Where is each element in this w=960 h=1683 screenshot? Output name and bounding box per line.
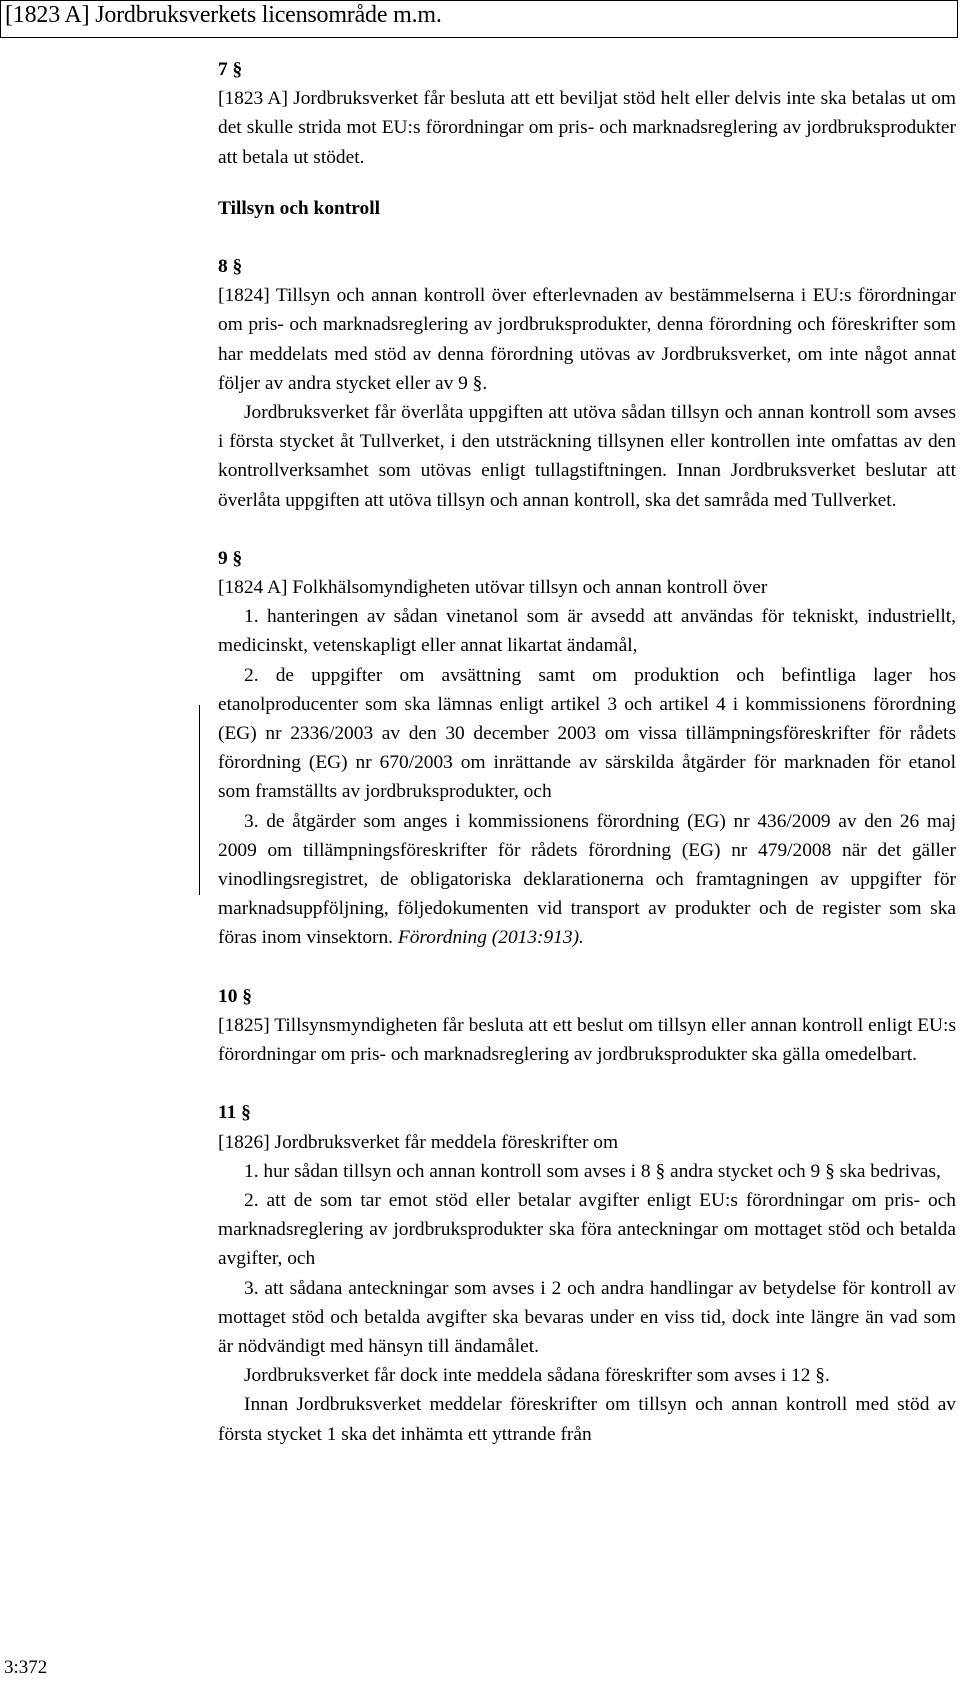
section-8-paragraph-1: [1824] Tillsyn och annan kontroll över efterlevnaden av bestämmelserna i EU:s förordningar om pris- och marknadsreglering av jordbruksprodukter, denna förordning och föreskrifter som har meddelats med stöd av denna förordning utövas av Jordbruksverket, om inte något annat följer av andra stycket eller av 9 §. xyxy=(218,285,956,394)
section-9-amendment: Förordning (2013:913). xyxy=(397,927,584,949)
section-11-item-2: 2. att de som tar emot stöd eller betalar avgifter enligt EU:s förordningar om pris- och marknadsreglering av jordbruksprodukter ska föra anteckningar om mottaget stöd och betalda avgifter, och xyxy=(218,1189,956,1270)
section-7-number: 7 § xyxy=(218,59,243,80)
page-header xyxy=(0,0,958,38)
section-11-paragraph-3: Innan Jordbruksverket meddelar föreskrifter om tillsyn och annan kontroll med stöd av första stycket 1 ska det inhämta ett yttrande från xyxy=(218,1394,956,1445)
section-11-item-1: 1. hur sådan tillsyn och annan kontroll som avses i 8 § andra stycket och 9 § ska bedrivas, xyxy=(244,1160,941,1182)
section-9-item-3-text: 3. de åtgärder som anges i kommissionens förordning (EG) nr 436/2009 av den 26 maj 2009 om tillämpningsföreskrifter för rådets förordning (EG) nr 479/2008 när det gäller vinodlingsregistret, de obligatoriska deklarationerna och framtagningen av uppgifter för marknadsuppföljning, följedokumenten vid transport av produkter och de register som ska föras inom vinsektorn. xyxy=(218,810,956,949)
section-11-intro: [1826] Jordbruksverket får meddela föreskrifter om xyxy=(218,1131,619,1153)
section-9-number: 9 § xyxy=(218,547,243,569)
section-9-intro: [1824 A] Folkhälsomyndigheten utövar tillsyn och annan kontroll över xyxy=(218,577,768,599)
section-8-paragraph-2: Jordbruksverket får överlåta uppgiften att utöva sådan tillsyn och annan kontroll som avses i första stycket åt Tullverket, i den utsträckning tillsynen eller kontrollen inte omfattas av den kontrollverksamhet som utövas enligt tullagstiftningen. Innan Jordbruksverket beslutar att överlåta uppgiften att utöva tillsyn och annan kontroll, ska det samråda med Tullverket. xyxy=(218,402,956,511)
section-11-item-3: 3. att sådana anteckningar som avses i 2 och andra handlingar av betydelse för kontroll av mottaget stöd och betalda avgifter ska bevaras under en viss tid, dock inte längre än vad som är nödvändigt med hänsyn till ändamålet. xyxy=(218,1277,956,1357)
section-11-number: 11 § xyxy=(218,1102,251,1124)
page-number: 3:372 xyxy=(4,1657,48,1678)
document-body xyxy=(218,55,956,1449)
section-9-item-3 xyxy=(218,807,956,953)
change-bar xyxy=(199,705,200,895)
section-8-number: 8 § xyxy=(218,256,243,278)
section-9-item-1: 1. hanteringen av sådan vinetanol som är avsedd att användas för tekniskt, industriellt, medicinskt, vetenskapligt eller annat likartat ändamål, xyxy=(218,606,956,657)
section-11-paragraph-2: Jordbruksverket får dock inte meddela sådana föreskrifter som avses i 12 §. xyxy=(244,1365,830,1387)
header-title: [1823 A] Jordbruksverkets licensområde m.m. xyxy=(5,2,442,28)
section-10-number: 10 § xyxy=(218,985,252,1007)
section-9-item-2: 2. de uppgifter om avsättning samt om produktion och befintliga lager hos etanolproducenter som ska lämnas enligt artikel 3 och artikel 4 i kommissionens förordning (EG) nr 2336/2003 av den 30 december 2003 om vissa tillämpningsföreskrifter för rådets förordning (EG) nr 670/2003 om inrättande av särskilda åtgärder för marknaden för etanol som framställts av jordbruksprodukter, och xyxy=(218,664,956,803)
section-10-text: [1825] Tillsynsmyndigheten får besluta att ett beslut om tillsyn eller annan kontroll enligt EU:s förordningar om pris- och marknadsreglering av jordbruksprodukter ska gälla omedelbart. xyxy=(218,1014,956,1066)
section-7-text: [1823 A] Jordbruksverket får besluta att ett beviljat stöd helt eller delvis inte ska betalas ut om det skulle strida mot EU:s förordningar om pris- och marknadsreglering av jordbruksprodukter att betala ut stödet. xyxy=(218,88,956,168)
heading-tillsyn: Tillsyn och kontroll xyxy=(218,197,380,219)
